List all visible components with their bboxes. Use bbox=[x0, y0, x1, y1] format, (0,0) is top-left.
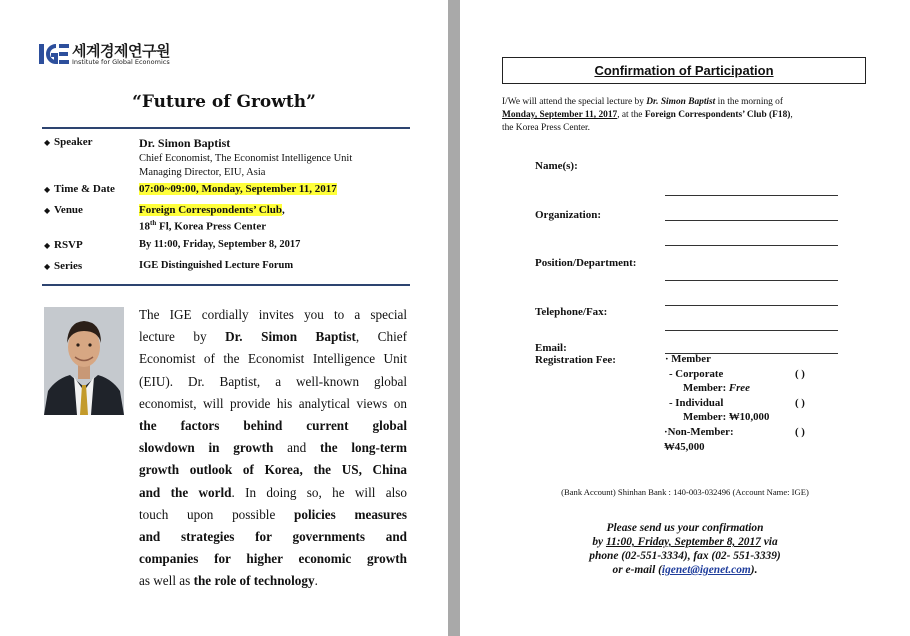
speaker-title-2: Managing Director, EIU, Asia bbox=[139, 167, 266, 178]
non-member-option: ·Non-Member: bbox=[664, 426, 734, 438]
email-label: Email: bbox=[535, 342, 567, 354]
rsvp-value: By 11:00, Friday, September 8, 2017 bbox=[139, 239, 301, 250]
bullet-icon: ◆ bbox=[44, 206, 51, 215]
names-label: Name(s): bbox=[535, 160, 578, 172]
speaker-title-1: Chief Economist, The Economist Intelligence Unit bbox=[139, 153, 353, 164]
invitation-paragraph: The IGE cordially invites you to a special lecture by Dr. Simon Baptist, Chief Economist of the Economist Intelligence Unit (EIU). Dr. Baptist, a well-known global economist, will provide his analytical views on the factors behind current global slowdown in growth and the long-term growth outlook of Korea, the US, China and the world. In doing so, he will also touch upon possible policies measures and strategies for governments and companies for higher economic growth as well as the role of technology. bbox=[139, 307, 407, 589]
individual-price: Member: ₩10,000 bbox=[683, 411, 770, 423]
venue-floor: 18th Fl, Korea Press Center bbox=[139, 219, 267, 233]
individual-checkbox[interactable]: ( ) bbox=[795, 397, 805, 409]
email-link[interactable]: igenet@igenet.com bbox=[661, 564, 751, 576]
position-field[interactable] bbox=[665, 280, 838, 281]
individual-option: - Individual bbox=[669, 397, 724, 409]
telephone-label: Telephone/Fax: bbox=[535, 306, 608, 318]
time-label: ◆ Time & Date bbox=[44, 183, 115, 195]
speaker-photo bbox=[44, 307, 124, 415]
bullet-icon: ◆ bbox=[44, 138, 51, 147]
ige-logo-icon bbox=[38, 42, 70, 66]
telephone-field-1[interactable] bbox=[665, 305, 838, 306]
bottom-divider bbox=[42, 284, 410, 286]
non-member-checkbox[interactable]: ( ) bbox=[795, 426, 805, 438]
organization-field-2[interactable] bbox=[665, 245, 838, 246]
organization-field-1[interactable] bbox=[665, 220, 838, 221]
speaker-name: Dr. Simon Baptist bbox=[139, 136, 231, 150]
corporate-price: Member: Free bbox=[683, 382, 750, 394]
corporate-option: - Corporate bbox=[669, 368, 724, 380]
telephone-field-2[interactable] bbox=[665, 330, 838, 331]
event-title: “Future of Growth” bbox=[132, 92, 316, 112]
registration-fee-label: Registration Fee: bbox=[535, 354, 616, 366]
bullet-icon: ◆ bbox=[44, 185, 51, 194]
confirmation-page bbox=[460, 0, 910, 636]
names-field[interactable] bbox=[665, 195, 838, 196]
non-member-price: ₩45,000 bbox=[664, 441, 705, 453]
logo-korean-name: 세계경제연구원 bbox=[72, 42, 170, 60]
rsvp-label: ◆ RSVP bbox=[44, 239, 83, 251]
time-value: 07:00~09:00, Monday, September 11, 2017 bbox=[139, 183, 337, 195]
series-value: IGE Distinguished Lecture Forum bbox=[139, 260, 294, 271]
venue-name: Foreign Correspondents’ Club, bbox=[139, 204, 285, 216]
attendance-statement: I/We will attend the special lecture by Dr. Simon Baptist in the morning of Monday, September 11, 2017, at the Foreign Correspondents’ Club (F18), the Korea Press Center. bbox=[502, 97, 793, 133]
position-label: Position/Department: bbox=[535, 257, 637, 269]
confirmation-title: Confirmation of Participation bbox=[502, 57, 866, 84]
venue-label: ◆ Venue bbox=[44, 204, 83, 216]
organization-label: Organization: bbox=[535, 209, 601, 221]
corporate-checkbox[interactable]: ( ) bbox=[795, 368, 805, 380]
series-label: ◆ Series bbox=[44, 260, 83, 272]
logo-english-name: Institute for Global Economics bbox=[72, 58, 170, 66]
member-heading: · Member bbox=[665, 353, 711, 365]
top-divider bbox=[42, 127, 410, 129]
bullet-icon: ◆ bbox=[44, 241, 51, 250]
bank-account-info: (Bank Account) Shinhan Bank : 140-003-032496 (Account Name: IGE) bbox=[561, 487, 809, 497]
speaker-label: ◆ Speaker bbox=[44, 136, 93, 148]
send-instructions: Please send us your confirmation by 11:00, Friday, September 8, 2017 via phone (02-551-3334), fax (02- 551-3339) or e-mail (igenet@igenet.com). bbox=[589, 522, 781, 576]
bullet-icon: ◆ bbox=[44, 262, 51, 271]
invitation-page bbox=[0, 0, 448, 636]
